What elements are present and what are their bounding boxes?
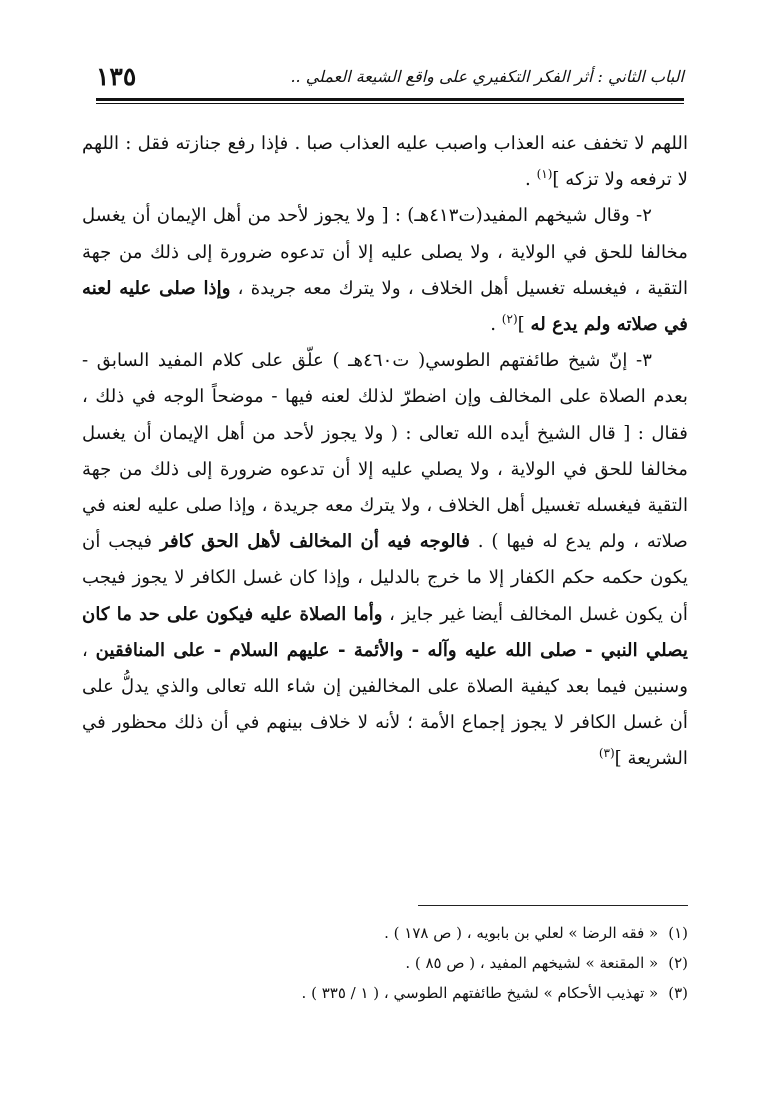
footnote-2-text: « المقنعة » لشيخهم المفيد ، ( ص ٨٥ ) . xyxy=(405,954,659,972)
header-rule-thick xyxy=(96,98,684,101)
paragraph-1 xyxy=(82,126,688,198)
footnote-ref-3: (٣) xyxy=(598,746,615,761)
header-rule-thin xyxy=(96,103,684,104)
footnote-3-number: (٣) xyxy=(668,984,688,1002)
footnote-2-number: (٢) xyxy=(668,954,688,972)
paragraph-3-bold-2: وأما الصلاة عليه فيكون على حد ما كان يصلي النبي - صلى الله عليه وآله - والأئمة - عليهم السلام - على المنافقين xyxy=(82,603,688,661)
paragraph-1-tail: . xyxy=(525,169,537,191)
paragraph-2 xyxy=(82,198,688,343)
page-header xyxy=(96,60,684,104)
footnotes xyxy=(82,918,688,1008)
paragraph-3-bold-1: فالوجه فيه أن المخالف لأهل الحق كافر xyxy=(159,531,470,553)
footnote-2 xyxy=(82,948,688,978)
footnote-ref-2: (٢) xyxy=(501,311,518,326)
paragraph-3-text-3: ، وسنبين فيما بعد كيفية الصلاة على المخالفين إن شاء الله تعالى والذي يدلُّ على أن غسل الكافر لا يجوز إجماع الأمة ؛ لأنه لا خلاف بينهم في أن ذلك محظور في الشريعة ] xyxy=(82,639,688,770)
paragraph-3 xyxy=(82,343,688,777)
paragraph-2-close: ] xyxy=(517,314,531,336)
footnote-ref-1: (١) xyxy=(536,167,553,182)
footnote-1 xyxy=(82,918,688,948)
footnote-1-text: « فقه الرضا » لعلي بن بابويه ، ( ص ١٧٨ ) . xyxy=(384,924,659,942)
body-text xyxy=(82,126,688,778)
paragraph-2-text: ٢- وقال شيخهم المفيد(ت٤١٣هـ) : [ ولا يجوز لأحد من أهل الإيمان أن يغسل مخالفا للحق في الولاية ، ولا يصلى عليه إلا أن تدعوه ضرورة إلى ذلك من جهة التقية ، فيغسله تغسيل أهل الخلاف ، ولا يترك معه جريدة ، xyxy=(82,205,689,299)
footnote-separator xyxy=(418,905,688,906)
paragraph-3-text: ٣- إنّ شيخ طائفتهم الطوسي( ت٤٦٠هـ ) علّق على كلام المفيد السابق - بعدم الصلاة على المخالف وإن اضطرّ لذلك لعنه فيها - موضحاً الوجه في ذلك ، فقال : [ قال الشيخ أيده الله تعالى : ( ولا يجوز لأحد من أهل الإيمان أن يغسل مخالفا للحق في الولاية ، ولا يصلي عليه إلا أن تدعوه ضرورة إلى ذلك من جهة التقية فيغسله تغسيل أهل الخلاف ، ولا يترك معه جريدة ، وإذا صلى عليه لعنه في صلاته ، ولم يدع له فيها ) . xyxy=(82,350,688,553)
page-number: ١٣٥ xyxy=(96,62,137,91)
paragraph-3-text-2: فيجب أن يكون حكمه حكم الكفار إلا ما خرج بالدليل ، وإذا كان غسل الكافر لا يجوز فيجب أن يكون غسل المخالف أيضا غير جايز ، xyxy=(82,531,688,625)
footnote-3 xyxy=(82,978,688,1008)
paragraph-2-bold: وإذا صلى عليه لعنه في صلاته ولم يدع له xyxy=(82,277,688,336)
paragraph-1-text: اللهم لا تخفف عنه العذاب واصبب عليه العذاب صبا . فإذا رفع جنازته فقل : اللهم لا ترفعه ولا تزكه ] xyxy=(82,133,688,191)
paragraph-2-tail: . xyxy=(490,314,502,336)
footnote-1-number: (١) xyxy=(668,924,688,942)
footnote-3-text: « تهذيب الأحكام » لشيخ طائفتهم الطوسي ، ( ١ / ٣٣٥ ) . xyxy=(301,984,659,1002)
running-title: الباب الثاني : أثر الفكر التكفيري على واقع الشيعة العملي .. xyxy=(290,67,684,86)
